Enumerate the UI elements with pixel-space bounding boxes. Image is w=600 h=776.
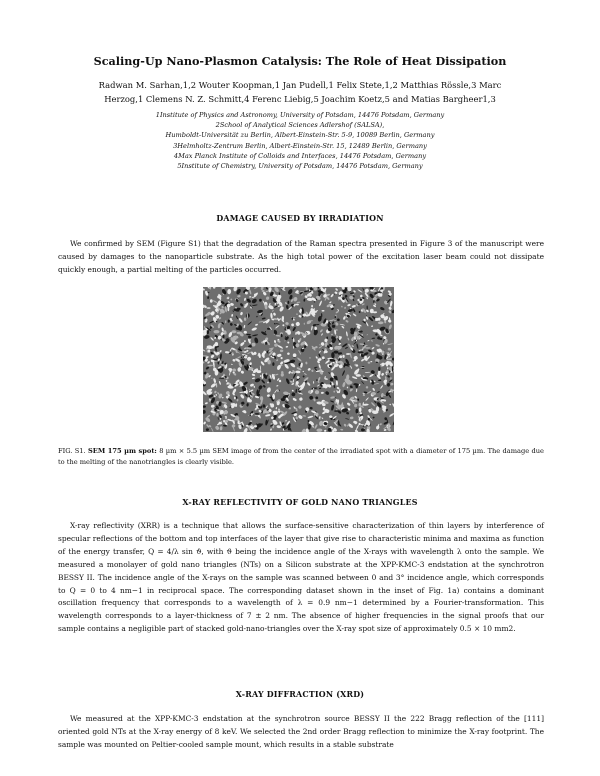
author-list <box>70 78 530 106</box>
affiliation: 2School of Analytical Sciences Adlershof (SALSA), <box>215 121 385 130</box>
paper-title: Scaling-Up Nano-Plasmon Catalysis: The Role of Heat Dissipation <box>93 54 507 68</box>
paragraph-text: We measured at the XPP-KMC-3 endstation at the synchrotron source BESSY II the 222 Bragg reflection of the [111] oriented gold NTs at the X-ray energy of 8 keV. We selected the 2nd order Bragg reflection to minimize the X-ray footprint. The sample was mounted on Peltier-cooled sample mount, which results in a stable substrate <box>58 714 544 749</box>
figure-label: FIG. S1. <box>58 447 86 455</box>
section-heading-damage: DAMAGE CAUSED BY IRRADIATION <box>216 214 384 223</box>
figure-caption <box>58 446 544 467</box>
affiliation: 5Institute of Chemistry, University of Potsdam, 14476 Potsdam, Germany <box>177 162 423 171</box>
author-line: Herzog,1 Clemens N. Z. Schmitt,4 Ferenc Liebig,5 Joachim Koetz,5 and Matias Bargheer1,3 <box>104 94 496 104</box>
affiliation: 4Max Planck Institute of Colloids and Interfaces, 14476 Potsdam, Germany <box>173 151 427 160</box>
affiliation: 3Helmholtz-Zentrum Berlin, Albert-Einstein-Str. 15, 12489 Berlin, Germany <box>173 141 427 150</box>
paragraph-xrr <box>58 520 544 636</box>
affiliation: Humboldt-Universität zu Berlin, Albert-Einstein-Str. 5-9, 10089 Berlin, Germany <box>165 131 435 140</box>
affiliation-list <box>90 110 510 171</box>
paragraph-xrd <box>58 713 544 752</box>
section-heading-xrd: X-RAY DIFFRACTION (XRD) <box>235 690 365 699</box>
paragraph-text: We confirmed by SEM (Figure S1) that the degradation of the Raman spectra presented in Figure 3 of the manuscript were caused by damages to the nanoparticle substrate. As the high total power of the excitation laser beam could not dissipate quickly enough, a partial melting of the particles occurred. <box>58 239 544 274</box>
paragraph-damage <box>58 238 544 277</box>
section-heading-xrr: X-RAY REFLECTIVITY OF GOLD NANO TRIANGLES <box>182 498 418 507</box>
author-line: Radwan M. Sarhan,1,2 Wouter Koopman,1 Jan Pudell,1 Felix Stete,1,2 Matthias Rössle,3 Marc <box>98 80 502 90</box>
figure-caption-title: SEM 175 µm spot: <box>87 447 157 455</box>
paragraph-text: X-ray reflectivity (XRR) is a technique that allows the surface-sensitive characterization of thin layers by interference of specular reflections of the bottom and top interfaces of the layer that give rise to characteristic minima and maxima as function of the energy transfer, Q = 4/λ sin ϑ, with ϑ being the incidence angle of the X-rays with wavelength λ onto the sample. We measured a monolayer of gold nano triangles (NTs) on a Silicon substrate at the XPP-KMC-3 endstation at the synchrotron BESSY II. The incidence angle of the X-rays on the sample was scanned between 0 and 3° incidence angle, which corresponds to Q = 0 to 4 nm−1 in reciprocal space. The corresponding dataset shown in the inset of Fig. 1a) contains a dominant oscillation frequency that corresponds to a wavelength of λ = 0.9 nm−1 determined by a Fourier-transformation. This wavelength corresponds to a layer-thickness of 7 ± 2 nm. The absence of higher frequencies in the signal proofs that our sample contains a negligible part of stacked gold-nano-triangles over the X-ray spot size of approximately 0.5 × 10 mm2. <box>58 521 544 634</box>
affiliation: 1Institute of Physics and Astronomy, University of Potsdam, 14476 Potsdam, Germany <box>155 111 445 119</box>
figure-caption-text: 8 µm × 5.5 µm SEM image of from the center of the irradiated spot with a diameter of 175 µm. The damage due to the melting of the nanotriangles is clearly visible. <box>58 447 544 466</box>
sem-image <box>203 287 394 432</box>
